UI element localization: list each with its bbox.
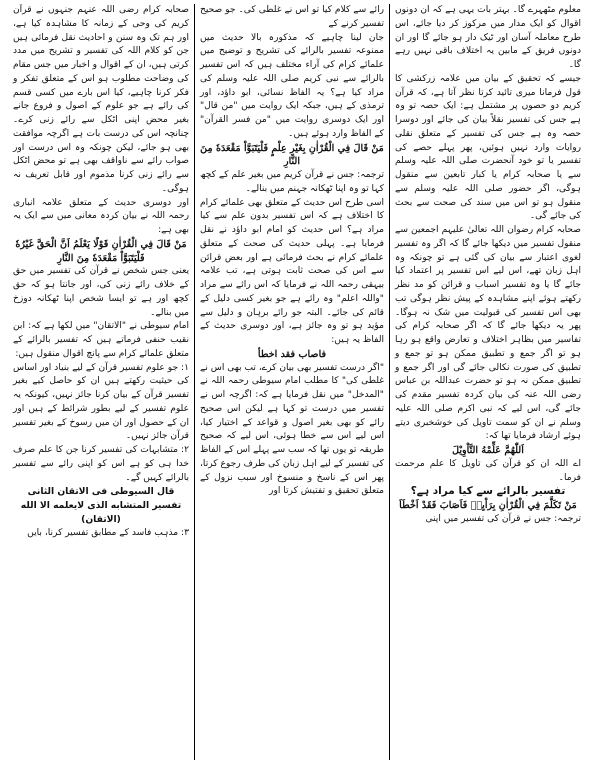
paragraph: رائے سے کلام کیا تو اس نے غلطی کی۔ جو صحیح تفسیر کرنے کے [200,5,384,29]
paragraph: اے اللہ ان کو قرآن کی تاویل کا علم مرحمت فرما۔ [395,458,581,483]
right-column [390,4,586,760]
paragraph: جیسے کہ تحقیق کے بیان میں علامہ زرکشی کا قول فرمانا میری تائید کرتا نظر آتا ہے، کہ قرآن کریم دو حصوں پر مشتمل ہے: ایک حصہ تو وہ ہے جس کی تفسیر نقلاً بیان کی جائے اور دوسرا حصہ وہ ہے جس کی تفسیر کے متعلق نقلی روایات وارد نہیں ہوئیں، پھر پہلے حصے کی تفسیر یا تو خود آنحضرت صلی اللہ علیہ وسلم سے یا صحابہ کرام یا کبار تابعین سے منقول ہوگی، اگر حضور صلی اللہ علیہ وسلم سے منقول ہو تو اس میں سند کی صحت سے بحث کی جائے گی۔ [395,73,581,222]
middle-column [194,4,390,760]
arabic-quote: مَنْ قَالَ فِي الْقُرْاٰنِ بِغَيْرِ عِلْمٍ فَلْيَتَبَوَّاْ مَقْعَدَهٗ مِنَ النَّارِ [200,142,384,168]
paragraph: "اگر درست تفسیر بھی بیان کرے، تب بھی اس نے غلطی کی" کا مطلب امام سیوطی رحمہ اللہ نے "المدخل" میں نقل فرمایا ہے کہ: اگرچہ اس نے تفسیر میں درست تو کہا ہے لیکن اس صحیح رائے کو بھی بغیر اصول و قواعد کے اختیار کیا، اس لیے اس سے خطا ہوئی، اس لیے کہ صحیح طریقہ تو یوں تھا کہ سب سے پہلے اس کے الفاظ کی تفسیر کے لیے اہل زبان کی طرف رجوع کرتا، پھر اس کے ناسخ و منسوخ اور سبب نزول کے متعلق تحقیق و تفتیش کرتا اور [200,362,384,497]
paragraph: ۲: متشابہات کی تفسیر کرنا جن کا علم صرف خدا ہی کو ہے اس کو اپنی رائے سے تفسیر بالرائے کہیں گے۔ [13,445,189,483]
text-columns [4,4,586,760]
paragraph: اور دوسری حدیث کے متعلق علامہ انباری رحمہ اللہ نے بیان کردہ معانی میں سے ایک یہ بھی ہے: [13,197,189,235]
arabic-quote: مَنْ قَالَ فِي الْقُرْاٰنِ قَوْلًا يَعْلَمُ اَنَّ الْحَقَّ غَيْرُهٗ فَلْيَتَبَوَّاْ مَقْعَدَهٗ مِنَ النَّارِ [15,238,187,264]
arabic-quote: فاصاب فقد اخطأ [257,348,327,360]
left-column [8,4,194,760]
paragraph: ۳: مذہب فاسد کے مطابق تفسیر کرنا، بایں [27,527,189,538]
section-heading: تفسیر بالرائے سے کیا مراد ہے؟ [410,485,566,498]
paragraph: ترجمہ: جس نے قرآن کی تفسیر میں اپنی [425,513,581,524]
arabic-quote: مَنْ تَكَلَّمَ فِي الْقُرْاٰنِ بِرَاْيِهٖ فَاَصَابَ فَقَدْ اَخْطَاَ [399,500,577,511]
paragraph: ترجمہ: جس نے قرآن کریم میں بغیر علم کے کچھ کہا تو وہ اپنا ٹھکانہ جہنم میں بنالے۔ [200,170,384,194]
paragraph: جان لینا چاہیے کہ مذکورہ بالا حدیث میں ممنوعہ تفسیر بالرائے کی تشریح و توضیح میں علمائے کرام کی آراء مختلف ہیں کہ اس تفسیر بالرائے سے نبی کریم صلی اللہ علیہ وسلم کی مراد کیا ہے؟ یہ الفاظ نسائی، ابو داؤد، اور ترمذی کے ہیں، جبکہ ایک روایت میں "من قال" اور ایک دوسری روایت میں "من فسر القرآن" کے الفاظ وارد ہوئے ہیں۔ [200,32,384,139]
paragraph: صحابہ کرام رضی اللہ عنہم جنہوں نے قرآن کریم کی وحی کے زمانہ کا مشاہدہ کیا ہے، اور ہم تک وہ سنن و احادیث نقل فرمائی ہیں جن کو کلام اللہ کی تفسیر و تشریح میں مدد کرتی ہیں، ان کے اقوال و اخبار میں جس مقام کی وضاحت مطلوب ہو اس کے متعلق تفکر و فکر کرنا چاہیے، کیا اس بارے میں کسی قسم کی رائے ہے جو علوم کے اصول و فروع جانے بغیر محض اپنی اٹکل سے رائے زنی کرے۔ چنانچہ اس کی درست بات ہے اگرچہ موافقت بھی ہو جائے، لیکن چونکہ وہ اس درست اور صواب رائے سے ناواقف بھی ہے تو محض اٹکل سے رائے زنی کرنا مذموم اور قابل تعریف نہ ہوگی۔ [13,5,189,194]
paragraph: اسی طرح اس حدیث کے متعلق بھی علمائے کرام کا اختلاف ہے کہ اس تفسیر بدون علم سے کیا مراد ہے؟ اس حدیث کو امام ابو داؤد نے نقل فرمایا ہے۔ پہلی حدیث کی صحت کے متعلق علمائے کرام نے بحث فرمائی ہے اور بعض قرائن سے اس کی صحت ثابت ہوتی ہے، تب علامہ بیہقی رحمہ اللہ نے فرمایا کہ اس رائے سے مراد "واللہ اعلم" وہ رائے ہے جو بغیر کسی دلیل کے قائم کی جائے۔ البتہ جو رائے برہان و دلیل سے مؤید ہو تو وہ جائز ہے، اور دوسری حدیث کے الفاظ یہ ہیں: [200,197,384,345]
paragraph: معلوم مٹھہرے گا۔ بہتر بات یہی ہے کہ ان دونوں اقوال کو ایک مدار میں مرکوز کر دیا جائے، اس طرح معاملہ آسان اور ٹیک دار ہو جائے گا اور ان دونوں فریق کے مابین یہ اختلاف باقی نہیں رہے گا۔ [395,5,581,70]
paragraph: امام سیوطی نے "الاتقان" میں لکھا ہے کہ: ابن نقیب حنفی فرماتے ہیں کہ تفسیر بالرائے کے متعلق علمائے کرام سے پانچ اقوال منقول ہیں: [13,321,189,359]
paragraph: صحابہ کرام رضوان اللہ تعالیٰ علیہم اجمعین سے منقول تفسیر میں دیکھا جائے گا کہ اگر وہ تفسیر لغوی اعتبار سے بیان کی گئی ہے تو چونکہ وہ اہل زبان تھے، اس لیے اس تفسیر پر اعتماد کیا جائے گا یا وہ تفسیر اسباب و قرائن کو مد نظر رکھتے ہوئے اپنے مشاہدہ کے پیش نظر ہوگی تب بھی اس تفسیر کی قبولیت میں شک نہ ہوگا۔ پھر یہ دیکھا جائے گا کہ اگر صحابہ کرام کی تفاسیر میں بظاہر اختلاف و تعارض واقع ہو رہا ہو تو اگر جمع و تطبیق ممکن ہو تو جمع و تطبیق کی صورت نکالی جائے گی اور اگر جمع و تطبیق ممکن نہ ہو تو حضرت عبداللہ بن عباس رضی اللہ عنہ کی بیان کردہ تفسیر مقدم کی جائے گی، اس لیے کہ نبی اکرم صلی اللہ علیہ وسلم نے ان کو سمت تاویل کی خوشخبری دیتے ہوئے ارشاد فرمایا تھا کہ: [395,225,581,442]
arabic-quote: اَللّٰهُمَّ عَلِّمْهُ التَّاْوِيْلَ [452,445,524,456]
paragraph: ۱: جو علوم تفسیر قرآن کے لیے بنیاد اور اساس کی حیثیت رکھتے ہیں ان کو حاصل کیے بغیر تفسیر قرآن کے بیان کرنا جائز نہیں، کیونکہ یہ علوم تفسیر کے لیے بطور شرائط کے ہیں اور ان کے حصول اور ان میں رسوخ کے بغیر تفسیر قرآن جائز نہیں۔ [13,362,189,442]
paragraph: یعنی جس شخص نے قرآن کی تفسیر میں حق کے خلاف رائے زنی کی، اور جانتا ہو کہ حق کچھ اور ہے تو ایسا شخص اپنا ٹھکانہ دوزخ میں بنالے۔ [13,266,189,318]
arabic-quote: قال السیوطی فی الاتقان الثانی تفسیر المتشابه الذی لایعلمه الا الله (الاتقان) [20,486,182,525]
